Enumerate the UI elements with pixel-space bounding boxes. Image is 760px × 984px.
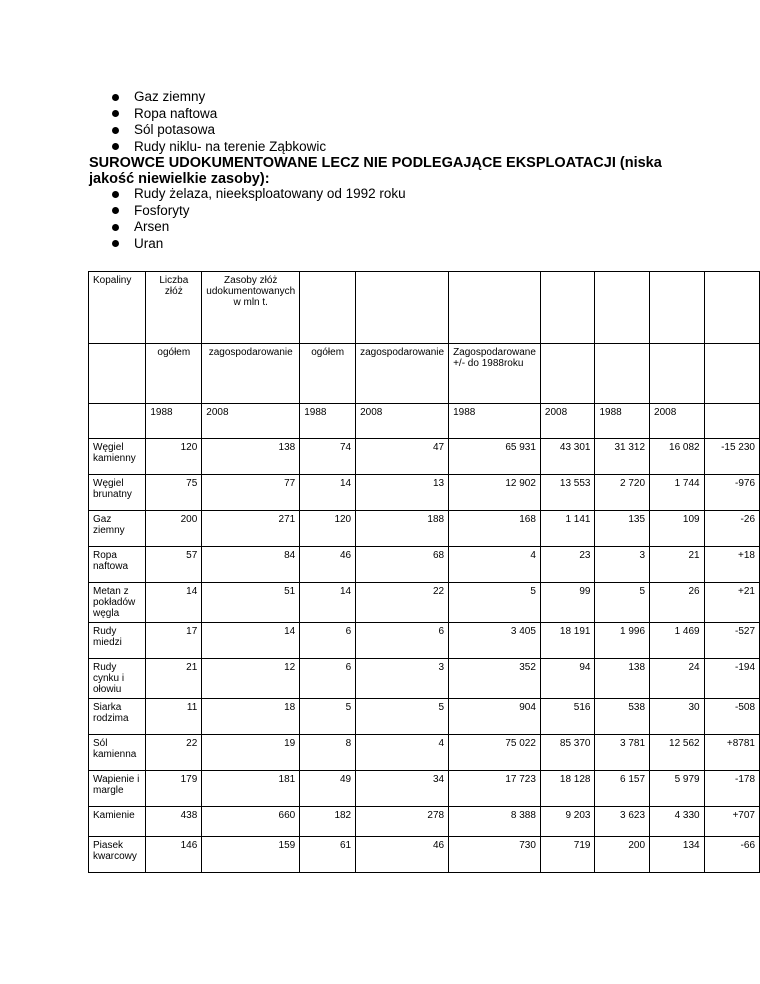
table-cell: 146 xyxy=(146,837,202,873)
table-cell: 3 623 xyxy=(595,807,650,837)
table-cell xyxy=(300,272,356,344)
table-cell: +707 xyxy=(704,807,759,837)
table-row xyxy=(89,623,760,659)
table-cell: 138 xyxy=(595,659,650,699)
table-cell xyxy=(595,344,650,404)
table-cell: 3 781 xyxy=(595,735,650,771)
table-cell: 4 xyxy=(356,735,449,771)
table-cell: 16 082 xyxy=(650,439,705,475)
table-cell: 21 xyxy=(650,547,705,583)
minerals-table xyxy=(88,271,760,873)
table-cell xyxy=(449,272,541,344)
table-cell xyxy=(704,404,759,439)
list-item: Rudy niklu- na terenie Ząbkowic xyxy=(112,139,326,156)
table-cell: 168 xyxy=(449,511,541,547)
table-cell: 14 xyxy=(300,583,356,623)
table-cell: 6 157 xyxy=(595,771,650,807)
table-cell xyxy=(595,272,650,344)
table-cell: 135 xyxy=(595,511,650,547)
table-cell: 1988 xyxy=(146,404,202,439)
table-cell: 660 xyxy=(202,807,300,837)
table-cell: 18 128 xyxy=(540,771,595,807)
table-cell: 12 562 xyxy=(650,735,705,771)
bullet-icon xyxy=(112,240,119,247)
table-cell: 5 xyxy=(356,699,449,735)
table-cell: 138 xyxy=(202,439,300,475)
table-cell: 182 xyxy=(300,807,356,837)
table-cell: 278 xyxy=(356,807,449,837)
table-cell: 120 xyxy=(300,511,356,547)
table-cell: Gaz ziemny xyxy=(89,511,146,547)
table-cell: 77 xyxy=(202,475,300,511)
table-cell xyxy=(356,272,449,344)
table-cell: 438 xyxy=(146,807,202,837)
table-cell: Rudy cynku i ołowiu xyxy=(89,659,146,699)
table-row xyxy=(89,837,760,873)
table-cell: Kamienie xyxy=(89,807,146,837)
table-cell: 4 xyxy=(449,547,541,583)
bullet-icon xyxy=(112,224,119,231)
table-cell: Węgiel kamienny xyxy=(89,439,146,475)
table-header-row xyxy=(89,344,760,404)
table-cell: 538 xyxy=(595,699,650,735)
table-cell: 22 xyxy=(146,735,202,771)
table-cell: 46 xyxy=(356,837,449,873)
table-cell: 2008 xyxy=(650,404,705,439)
table-cell: Sól kamienna xyxy=(89,735,146,771)
table-cell xyxy=(540,272,595,344)
table-cell xyxy=(704,272,759,344)
table-cell: 47 xyxy=(356,439,449,475)
table-cell: 5 xyxy=(300,699,356,735)
table-cell: Ropa naftowa xyxy=(89,547,146,583)
table-cell: 719 xyxy=(540,837,595,873)
table-cell: 1 469 xyxy=(650,623,705,659)
table-cell: Siarka rodzima xyxy=(89,699,146,735)
table-cell: 22 xyxy=(356,583,449,623)
table-cell: 8 xyxy=(300,735,356,771)
bullet-list-exploited xyxy=(112,89,326,155)
table-cell: 516 xyxy=(540,699,595,735)
table-cell: 2008 xyxy=(202,404,300,439)
table-row xyxy=(89,771,760,807)
table-cell: 3 405 xyxy=(449,623,541,659)
list-item: Gaz ziemny xyxy=(112,89,326,106)
table-cell: 9 203 xyxy=(540,807,595,837)
table-cell: 730 xyxy=(449,837,541,873)
table-cell: Wapienie i margle xyxy=(89,771,146,807)
table-cell: 61 xyxy=(300,837,356,873)
table-cell: 26 xyxy=(650,583,705,623)
table-cell: 4 330 xyxy=(650,807,705,837)
table-row xyxy=(89,735,760,771)
table-cell: +8781 xyxy=(704,735,759,771)
table-cell: 3 xyxy=(356,659,449,699)
table-cell: 31 312 xyxy=(595,439,650,475)
list-item: Fosforyty xyxy=(112,203,406,220)
table-cell: -194 xyxy=(704,659,759,699)
bullet-list-unexploited xyxy=(112,186,406,252)
table-cell: 179 xyxy=(146,771,202,807)
table-cell: 14 xyxy=(300,475,356,511)
table-cell: 2 720 xyxy=(595,475,650,511)
table-cell: 200 xyxy=(595,837,650,873)
list-item: Rudy żelaza, nieeksploatowany od 1992 roku xyxy=(112,186,406,203)
table-cell: 51 xyxy=(202,583,300,623)
table-cell: 65 931 xyxy=(449,439,541,475)
table-cell: 14 xyxy=(202,623,300,659)
table-cell: -976 xyxy=(704,475,759,511)
table-cell: 75 022 xyxy=(449,735,541,771)
table-cell: -26 xyxy=(704,511,759,547)
table-cell: 34 xyxy=(356,771,449,807)
table-cell: 23 xyxy=(540,547,595,583)
table-cell: 1 141 xyxy=(540,511,595,547)
table-cell: 12 902 xyxy=(449,475,541,511)
table-cell: 1 744 xyxy=(650,475,705,511)
table-cell: 49 xyxy=(300,771,356,807)
table-cell: ogółem xyxy=(300,344,356,404)
table-cell: 188 xyxy=(356,511,449,547)
table-row xyxy=(89,583,760,623)
table-cell: 352 xyxy=(449,659,541,699)
list-item: Uran xyxy=(112,236,406,253)
table-cell: Węgiel brunatny xyxy=(89,475,146,511)
table-cell xyxy=(704,344,759,404)
table-cell: Rudy miedzi xyxy=(89,623,146,659)
table-cell: 17 723 xyxy=(449,771,541,807)
list-item: Arsen xyxy=(112,219,406,236)
table-cell: 5 xyxy=(595,583,650,623)
table-cell: 21 xyxy=(146,659,202,699)
table-cell: +18 xyxy=(704,547,759,583)
table-cell: 75 xyxy=(146,475,202,511)
table-cell: 120 xyxy=(146,439,202,475)
table-row xyxy=(89,547,760,583)
bullet-icon xyxy=(112,127,119,134)
table-cell: 6 xyxy=(356,623,449,659)
table-cell: 8 388 xyxy=(449,807,541,837)
table-cell: 18 191 xyxy=(540,623,595,659)
table-cell: 74 xyxy=(300,439,356,475)
table-row xyxy=(89,439,760,475)
table-header-row xyxy=(89,272,760,344)
table-cell: Kopaliny xyxy=(89,272,146,344)
table-cell: 1988 xyxy=(300,404,356,439)
table-row xyxy=(89,699,760,735)
list-item: Ropa naftowa xyxy=(112,106,326,123)
table-cell: 99 xyxy=(540,583,595,623)
table-cell: Piasek kwarcowy xyxy=(89,837,146,873)
table-cell xyxy=(540,344,595,404)
table-cell: zagospodarowanie xyxy=(356,344,449,404)
table-row xyxy=(89,807,760,837)
table-cell: 13 553 xyxy=(540,475,595,511)
table-cell: 1 996 xyxy=(595,623,650,659)
table-cell: -66 xyxy=(704,837,759,873)
table-cell: -508 xyxy=(704,699,759,735)
table-cell: 57 xyxy=(146,547,202,583)
bullet-icon xyxy=(112,110,119,117)
table-cell: Liczba złóż xyxy=(146,272,202,344)
table-cell xyxy=(650,272,705,344)
table-cell: +21 xyxy=(704,583,759,623)
table-cell: 24 xyxy=(650,659,705,699)
table-cell: 11 xyxy=(146,699,202,735)
section-heading: SUROWCE UDOKUMENTOWANE LECZ NIE PODLEGAJĄCE EKSPLOATACJI (niska jakość niewielkie zasoby): xyxy=(89,155,662,187)
table-row xyxy=(89,511,760,547)
table-cell: 12 xyxy=(202,659,300,699)
table-cell: 5 xyxy=(449,583,541,623)
table-cell: 19 xyxy=(202,735,300,771)
table-cell: -15 230 xyxy=(704,439,759,475)
table-cell: 1988 xyxy=(449,404,541,439)
table-cell: 14 xyxy=(146,583,202,623)
table-cell: 134 xyxy=(650,837,705,873)
table-cell xyxy=(89,344,146,404)
table-cell: 5 979 xyxy=(650,771,705,807)
table-cell: 6 xyxy=(300,659,356,699)
table-cell: 30 xyxy=(650,699,705,735)
table-year-row xyxy=(89,404,760,439)
bullet-icon xyxy=(112,207,119,214)
table-cell: Zasoby złóż udokumentowanych w mln t. xyxy=(202,272,300,344)
bullet-icon xyxy=(112,191,119,198)
table-cell: 18 xyxy=(202,699,300,735)
table-cell xyxy=(650,344,705,404)
table-cell: Zagospodarowane +/- do 1988roku xyxy=(449,344,541,404)
table-cell: Metan z pokładów węgla xyxy=(89,583,146,623)
table-cell: 43 301 xyxy=(540,439,595,475)
table-cell: 6 xyxy=(300,623,356,659)
table-cell: 271 xyxy=(202,511,300,547)
table-cell: -527 xyxy=(704,623,759,659)
table-cell: 85 370 xyxy=(540,735,595,771)
table-cell: 13 xyxy=(356,475,449,511)
table-cell: 1988 xyxy=(595,404,650,439)
table-cell: 904 xyxy=(449,699,541,735)
list-item: Sól potasowa xyxy=(112,122,326,139)
table-cell: ogółem xyxy=(146,344,202,404)
table-cell: 109 xyxy=(650,511,705,547)
table-cell: 68 xyxy=(356,547,449,583)
table-cell: 181 xyxy=(202,771,300,807)
table-cell: 200 xyxy=(146,511,202,547)
table-cell: 2008 xyxy=(540,404,595,439)
table-row xyxy=(89,659,760,699)
table-cell: 94 xyxy=(540,659,595,699)
table-cell: zagospodarowanie xyxy=(202,344,300,404)
table-cell: 3 xyxy=(595,547,650,583)
table-cell: 84 xyxy=(202,547,300,583)
bullet-icon xyxy=(112,143,119,150)
table-cell: 2008 xyxy=(356,404,449,439)
bullet-icon xyxy=(112,94,119,101)
table-cell: 46 xyxy=(300,547,356,583)
table-cell: 159 xyxy=(202,837,300,873)
table-cell: 17 xyxy=(146,623,202,659)
table-row xyxy=(89,475,760,511)
table-cell: -178 xyxy=(704,771,759,807)
table-cell xyxy=(89,404,146,439)
